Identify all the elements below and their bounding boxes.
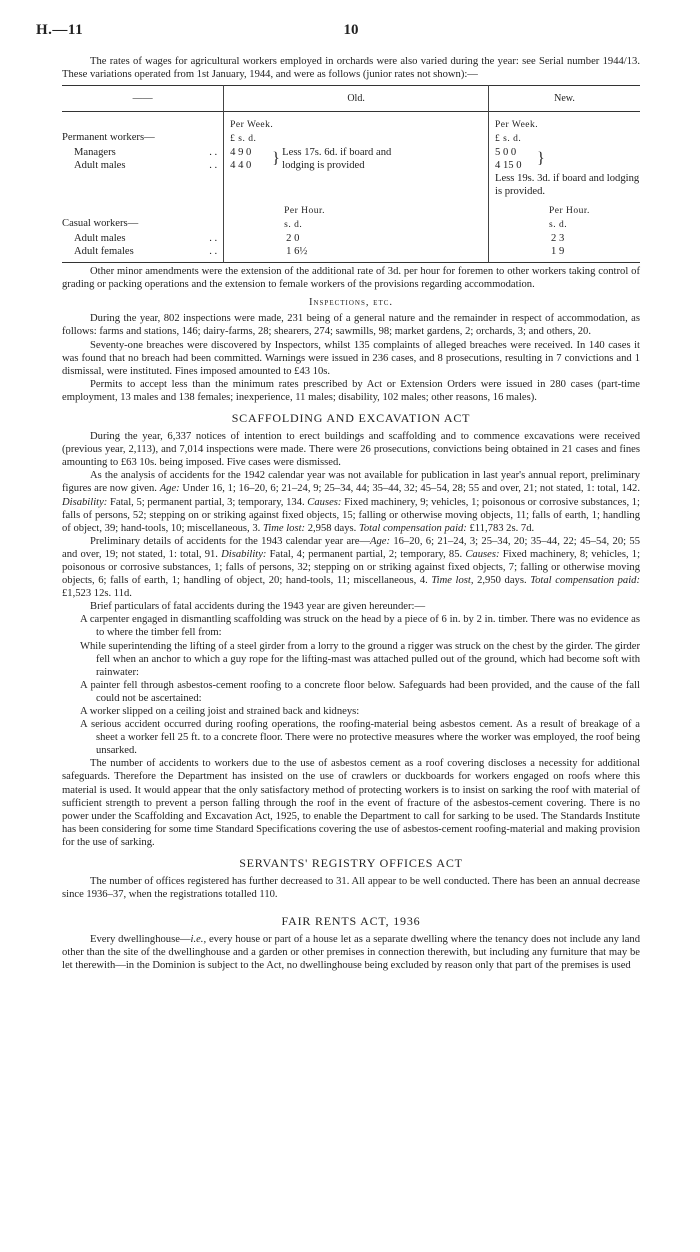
per-week-label: Per Week. xyxy=(495,120,539,131)
table-row: Managers . . Adult males . . 4 9 0 4 4 0 } Less 17s. 6d. if board and lodging is provided 5 0 0 4 15 0 }Less 19s. 3d. if board and lodging is provided. xyxy=(74,147,640,198)
amendments-paragraph: Other minor amendments were the extension of the additional rate of 3d. per hour for foremen to other workers taking control of grading or packing operations and the extension to female workers of the provisions regarding accommodation. xyxy=(62,266,640,291)
lsd-label: £ s. d. xyxy=(495,134,522,145)
sd-label: s. d. xyxy=(284,220,303,231)
header-blank: —— xyxy=(132,93,153,105)
brace-icon: } xyxy=(537,150,545,168)
table-row xyxy=(62,118,640,146)
report-code: H.—11 xyxy=(36,22,84,38)
page-header xyxy=(36,22,640,44)
casual-workers-label: Casual workers— xyxy=(62,218,139,230)
permanent-workers-label: Permanent workers— xyxy=(62,132,155,144)
fatal-intro: Brief particulars of fatal accidents during the 1943 year are given hereunder:— xyxy=(90,601,426,613)
fair-rents-heading: FAIR RENTS ACT, 1936 xyxy=(281,914,421,929)
wages-table xyxy=(62,85,640,263)
table-header-row xyxy=(62,86,640,112)
casual-females-old-rate: 1 6½ xyxy=(286,246,308,258)
document-page xyxy=(36,22,641,973)
wages-intro-paragraph: The rates of wages for agricultural workers employed in orchards were also varied during the year: see Serial number 1944/13. These variations operated from 1st January, 1944, and were as follows (junior rates not shown):— xyxy=(62,56,640,81)
table-row xyxy=(62,204,640,232)
casual-males-new-rate: 2 3 xyxy=(551,233,565,245)
per-hour-label: Per Hour. xyxy=(284,206,326,217)
casual-adult-females-label: Adult females xyxy=(74,246,134,258)
list-item: A carpenter engaged in dismantling scaffolding was struck on the head by a piece of 6 in. by 2 in. timber. There was no evidence as to where the timber fell from: xyxy=(80,614,640,639)
casual-females-new-rate: 1 9 xyxy=(551,246,565,258)
list-item: While superintending the lifting of a steel girder from a lorry to the ground a rigger was struck on the chest by the girder. The girder fell when an anchor to which a guy rope for the lifting-mast was attached pulled out of the ground, which had become soft with rainwater: xyxy=(80,640,640,678)
notices-paragraph: During the year, 6,337 notices of intention to erect buildings and scaffolding and to commence excavations were received (previous year, 2,113), and 7,014 inspections were made. There were 26 prosecutions, convictions being obtained in 21 cases and fines amounting to £63 10s. being imposed. Five cases were dismissed. xyxy=(62,431,640,469)
list-item: A serious accident occurred during roofing operations, the roofing-material being asbestos cement. As a result of breakage of a sheet a worker fell 25 ft. to a concrete floor. There were no protective measures where the worker was employed, the roof being unsarked. xyxy=(80,719,640,757)
header-new: New. xyxy=(489,86,641,112)
list-item: A painter fell through asbestos-cement roofing to a concrete floor below. Safeguards had been provided, and the cause of the fall could not be ascertained: xyxy=(80,679,640,704)
casual-males-old-rate: 2 0 xyxy=(286,233,300,245)
breaches-paragraph: Seventy-one breaches were discovered by Inspectors, whilst 135 complaints of alleged breaches were received. In 140 cases it was found that no breach had been committed. Warnings were issued in 236 cases, and 8 prosecutions, resulting in 7 convictions and 1 dismissal, were instituted. Fines imposed amounted to £43 10s. xyxy=(62,339,640,377)
per-hour-label: Per Hour. xyxy=(549,206,590,217)
adult-males-old-rate: 4 4 0 xyxy=(230,160,252,172)
adult-males-new-rate: 4 15 0 xyxy=(495,160,522,172)
servants-heading: SERVANTS' REGISTRY OFFICES ACT xyxy=(239,856,463,871)
sd-label: s. d. xyxy=(549,220,568,231)
managers-old-rate: 4 9 0 xyxy=(230,147,252,159)
header-old: Old. xyxy=(224,86,489,112)
servants-paragraph: The number of offices registered has further decreased to 31. All appear to be well conducted. There has been an annual decrease since 1936–37, when the registrations totalled 110. xyxy=(62,876,640,901)
asbestos-paragraph: The number of accidents to workers due to the use of asbestos cement as a roof covering discloses a necessity for additional safeguards. Therefore the Department has insisted on the use of crawlers or duckboards for workers engaged on roofs where this material is used. It would appear that the only satisfactory method of protecting workers is to insist on sarking the roof with material of sufficient strength to prevent a person falling through the roof in the event of fracture of the asbestos-cement covering. There is no power under the Scaffolding and Excavation Act, 1925, to enable the Department to call for sarking to be used. The Standards Institute has been considering for some time Standard Specifications covering the use of asbestos-cement roofing-material and making provision for the use of sarking. xyxy=(62,758,640,848)
scaffolding-heading: SCAFFOLDING AND EXCAVATION ACT xyxy=(231,411,471,426)
accidents-1943-paragraph: Preliminary details of accidents for the 1943 calendar year are—Age: 16–20, 6; 21–24, 3; 25–34, 20; 35–44, 22; 45–54, 20; 55 and over, 19; not stated, 1: total, 91. Disability: Fatal, 4; permanent partial, 2; temporary, 85. Causes: Fixed machinery, 8; vehicles, 1; poisonous or corrosive substances, 1; falls of persons, 32; stepping on or striking against fixed objects, 7; falling or otherwise moving objects, 6; falls of earth, 1; handling of object, 20; hand-tools, 11; miscellaneous, 4. Time lost, 2,950 days. Total compensation paid: £1,523 12s. 11d. xyxy=(62,535,641,600)
new-board-note: Less 19s. 3d. if board and lodging is provided. xyxy=(495,173,640,198)
inspections-heading: Inspections, etc. xyxy=(308,297,394,309)
per-week-label: Per Week. xyxy=(230,120,274,131)
brace-icon: } xyxy=(272,150,280,168)
table-row: Adult males . . Adult females . . 2 0 1 6½ 2 3 1 9 xyxy=(62,232,640,263)
list-item: A worker slipped on a ceiling joist and strained back and kidneys: xyxy=(80,706,360,717)
lsd-label: £ s. d. xyxy=(230,134,257,145)
managers-new-rate: 5 0 0 xyxy=(495,147,517,159)
inspections-paragraph: During the year, 802 inspections were made, 231 being of a general nature and the remainder in respect of accommodation, as follows: farms and stations, 146; dairy-farms, 28; shearers, 274; sawmills, 98; market gardens, 2; orchards, 3; and others, 20. xyxy=(62,313,640,338)
fair-rents-paragraph: Every dwellinghouse—i.e., every house or part of a house let as a separate dwelling where the tenancy does not include any land other than the site of the dwellinghouse and a garden or other premises in connection therewith, but including any furniture that may be let therewith—in the Dominion is subject to the Act, no dwellinghouse being excluded by reason only that part of the premises is used xyxy=(62,934,640,972)
accidents-1942-paragraph: As the analysis of accidents for the 1942 calendar year was not available for publication in last year's annual report, preliminary figures are now given. Age: Under 16, 1; 16–20, 6; 21–24, 9; 25–34, 44; 35–44, 32; 45–54, 28; 55 and over, 21; not stated, 1: total, 142. Disability: Fatal, 5; permanent partial, 3; temporary, 134. Causes: Fixed machinery, 9; vehicles, 1; poisonous or corrosive substances, 1; falls of persons, 52; stepping on or striking against fixed objects, 15; falling or otherwise moving objects, 11; falls of earth, 1; handling of object, 39; hand-tools, 10; miscellaneous, 3. Time lost: 2,958 days. Total compensation paid: £11,783 2s. 7d. xyxy=(62,470,640,534)
casual-adult-males-label: Adult males xyxy=(74,233,126,245)
page-number: 10 xyxy=(343,22,359,38)
permits-paragraph: Permits to accept less than the minimum rates prescribed by Act or Extension Orders were issued in 280 cases (part-time employment, 13 males and 138 females; inexperience, 11 males; disability, 102 males; other reasons, 16 males). xyxy=(62,378,640,403)
adult-males-label: Adult males xyxy=(74,160,126,172)
managers-label: Managers xyxy=(74,147,116,159)
old-board-note: Less 17s. 6d. if board and lodging is provided xyxy=(282,147,392,172)
